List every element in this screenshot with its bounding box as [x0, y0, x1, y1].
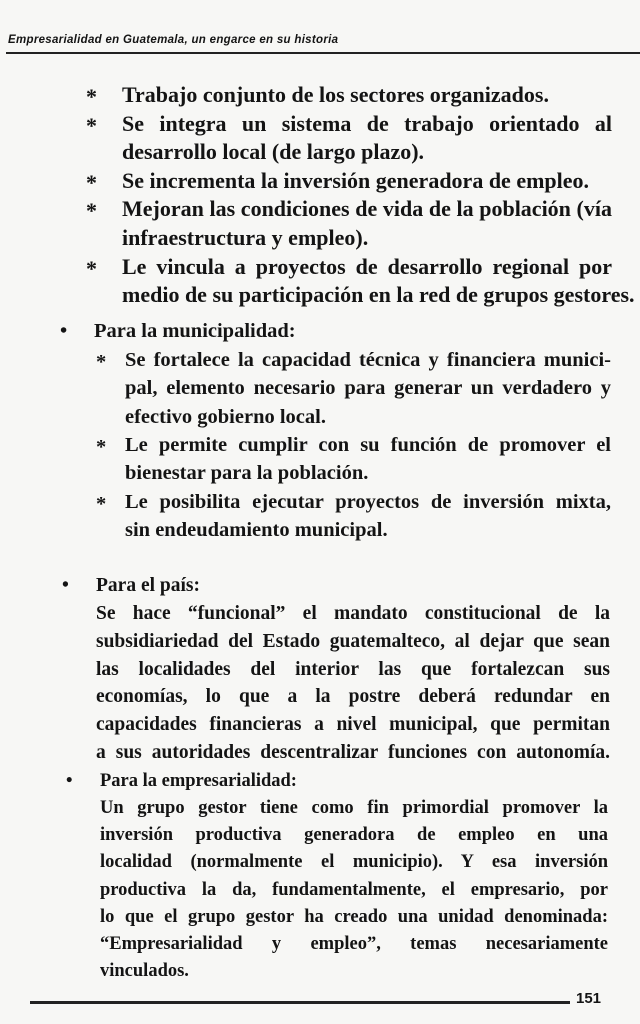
section-heading: Para la empresarialidad: [100, 771, 297, 791]
text-line: capacidades financieras a nivel municipal, que permitan [96, 714, 610, 736]
bullet-marker: • [60, 320, 68, 342]
text-line: infraestructura y empleo). [122, 225, 369, 250]
section-heading: Para el país: [96, 575, 200, 596]
text-line: bienestar para la población. [125, 462, 369, 485]
asterisk-marker: * [86, 255, 97, 281]
footer-rule [30, 1001, 570, 1004]
text-line: Mejoran las condiciones de vida de la población (vía [122, 196, 612, 222]
text-line: Le posibilita ejecutar proyectos de inversión mixta, [125, 490, 611, 513]
text-line: “Empresarialidad y empleo”, temas necesariamente [100, 934, 608, 954]
section-heading: Para la municipalidad: [94, 320, 296, 342]
text-line: medio de su participación en la red de grupos gestores. [122, 282, 635, 308]
text-line: Trabajo conjunto de los sectores organizados. [122, 82, 549, 107]
text-line: desarrollo local (de largo plazo). [122, 139, 425, 165]
text-line: inversión productiva generadora de empleo en una [100, 825, 608, 846]
text-line: Se incrementa la inversión generadora de empleo. [122, 167, 590, 193]
asterisk-marker: * [96, 435, 107, 458]
text-line: Se integra un sistema de trabajo orientado al [122, 110, 612, 136]
text-line: lo que el grupo gestor ha creado una unidad denominada: [100, 906, 608, 927]
page-number: 151 [576, 990, 602, 1007]
asterisk-marker: * [86, 198, 97, 224]
text-line: las localidades del interior las que fortalezcan sus [96, 658, 610, 680]
text-line: Le permite cumplir con su función de promover el [125, 433, 611, 456]
text-line: localidad (normalmente el municipio). Y esa inversión [100, 852, 608, 873]
asterisk-marker: * [86, 84, 97, 109]
text-line: efectivo gobierno local. [125, 405, 326, 428]
text-line: Se hace “funcional” el mandato constitucional de la [96, 603, 610, 624]
asterisk-marker: * [86, 112, 97, 138]
text-line: productiva la da, fundamentalmente, el empresario, por [100, 879, 608, 900]
text-line: Le vincula a proyectos de desarrollo regional por [122, 253, 612, 279]
text-line: pal, elemento necesario para generar un verdadero y [125, 377, 611, 400]
asterisk-marker: * [86, 169, 97, 195]
text-line: Se fortalece la capacidad técnica y financiera munici- [125, 349, 611, 371]
bullet-marker: • [62, 575, 69, 596]
text-line: subsidiariedad del Estado guatemalteco, al dejar que sean [96, 630, 610, 652]
header-rule [6, 52, 640, 54]
asterisk-marker: * [96, 492, 107, 515]
text-line: vinculados. [100, 961, 189, 982]
bullet-marker: • [66, 771, 73, 791]
running-header: Empresarialidad en Guatemala, un engarce en su historia [8, 34, 339, 46]
text-line: sin endeudamiento municipal. [125, 518, 388, 541]
text-line: economías, lo que a la postre deberá redundar en [96, 686, 610, 708]
asterisk-marker: * [96, 351, 107, 373]
text-line: Un grupo gestor tiene como fin primordial promover la [100, 798, 608, 818]
text-line: a sus autoridades descentralizar funciones con autonomía. [96, 742, 610, 763]
